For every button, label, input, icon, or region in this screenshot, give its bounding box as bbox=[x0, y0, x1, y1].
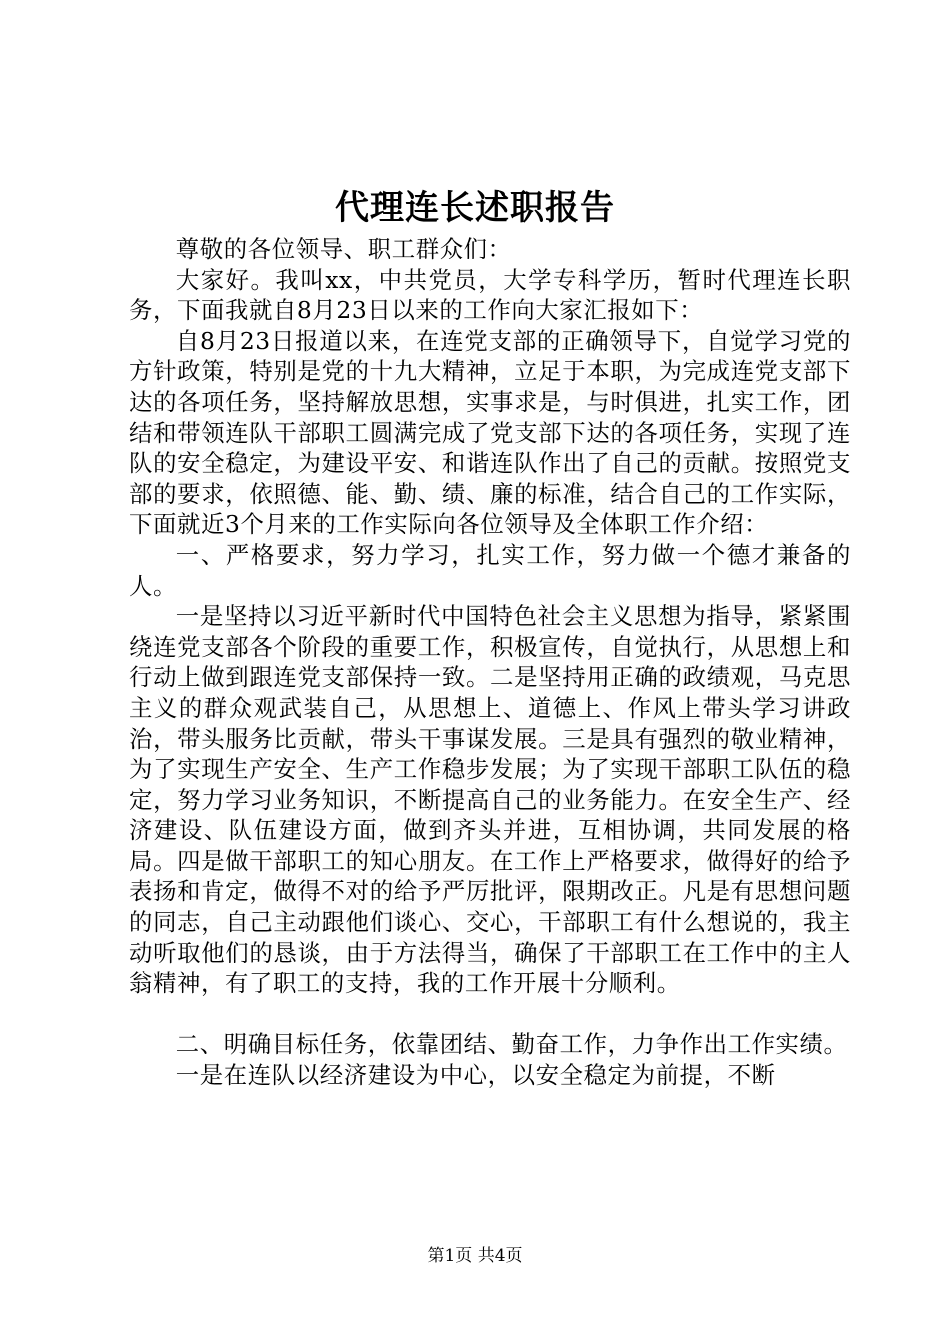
blank-line bbox=[129, 999, 851, 1030]
overview-paragraph: 自8月23日报道以来，在连党支部的正确领导下，自觉学习党的方针政策，特别是党的十九大精神，立足于本职，为完成连党支部下达的各项任务，坚持解放思想，实事求是，与时俱进，扎实工作，团结和带领连队干部职工圆满完成了党支部下达的各项任务，实现了连队的安全稳定，为建设平安、和谐连队作出了自己的贡献。按照党支部的要求，依照德、能、勤、绩、廉的标准，结合自己的工作实际，下面就近3个月来的工作实际向各位领导及全体职工作介绍： bbox=[129, 326, 851, 539]
document-body bbox=[129, 234, 851, 1091]
section-heading-1: 一、严格要求，努力学习，扎实工作，努力做一个德才兼备的人。 bbox=[129, 540, 851, 600]
intro-paragraph: 大家好。我叫xx，中共党员，大学专科学历，暂时代理连长职务，下面我就自8月23日以来的工作向大家汇报如下： bbox=[129, 265, 851, 325]
section-heading-2: 二、明确目标任务，依靠团结、勤奋工作，力争作出工作实绩。 bbox=[175, 1030, 848, 1059]
section-2-paragraph: 一是在连队以经济建设为中心，以安全稳定为前提，不断 bbox=[175, 1061, 776, 1090]
section-1-paragraph: 一是坚持以习近平新时代中国特色社会主义思想为指导，紧紧围绕连党支部各个阶段的重要工作，积极宣传，自觉执行，从思想上和行动上做到跟连党支部保持一致。二是坚持用正确的政绩观，马克思主义的群众观武装自己，从思想上、道德上、作风上带头学习讲政治，带头服务比贡献，带头干事谋发展。三是具有强烈的敬业精神，为了实现生产安全、生产工作稳步发展；为了实现干部职工队伍的稳定，努力学习业务知识，不断提高自己的业务能力。在安全生产、经济建设、队伍建设方面，做到齐头并进，互相协调，共同发展的格局。四是做干部职工的知心朋友。在工作上严格要求，做得好的给予表扬和肯定，做得不对的给予严厉批评，限期改正。凡是有思想问题的同志，自己主动跟他们谈心、交心，干部职工有什么想说的，我主动听取他们的恳谈，由于方法得当，确保了干部职工在工作中的主人翁精神，有了职工的支持，我的工作开展十分顺利。 bbox=[129, 602, 851, 998]
page-number-footer: 第1页 共4页 bbox=[427, 1246, 523, 1266]
document-title: 代理连长述职报告 bbox=[335, 188, 615, 228]
salutation-paragraph: 尊敬的各位领导、职工群众们： bbox=[175, 235, 512, 263]
